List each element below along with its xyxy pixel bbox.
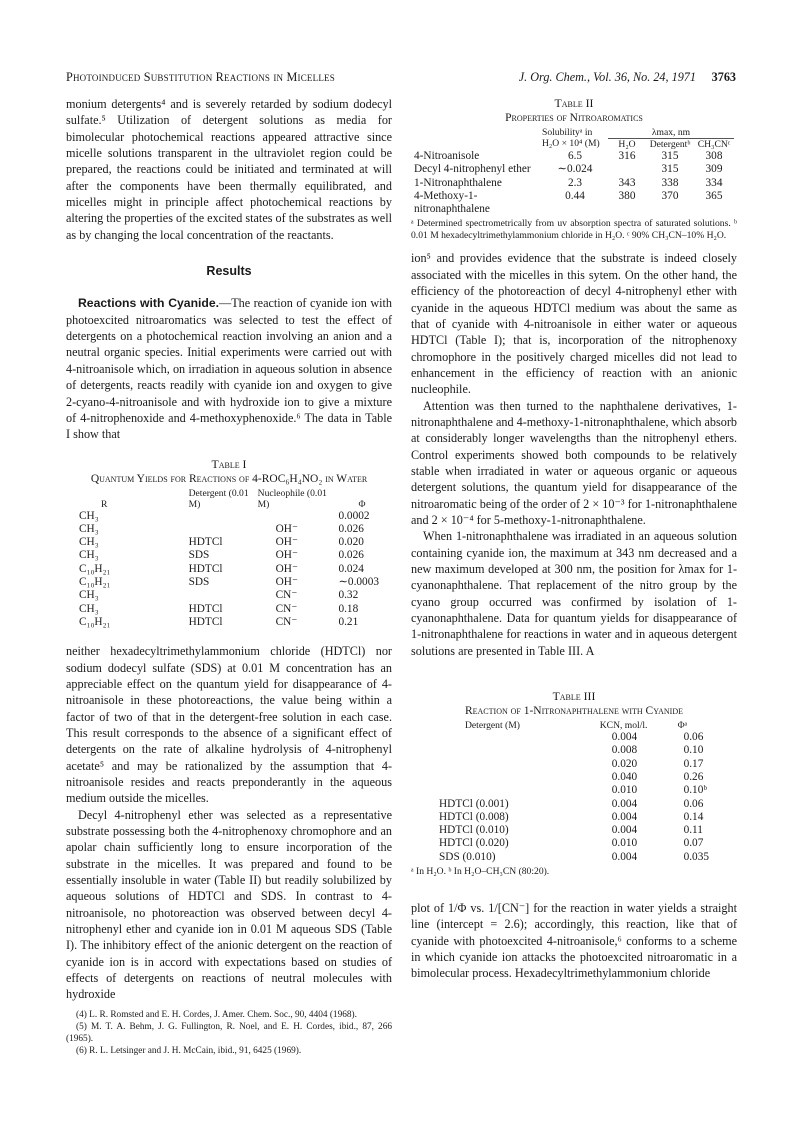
table-row [414,150,734,163]
table-row [439,758,709,771]
table-cell: 0.17 [683,757,704,770]
data-table [439,720,709,864]
table-row [414,177,734,190]
table-note: ᵃ Determined spectrometrically from uv absorption spectra of saturated solutions. ᵇ 0.01 M hexadecyltrimethylammonium chloride in H₂O. ᶜ 90% CH₃CN–10% H₂O. [411,218,737,242]
table-cell: 0.004 [611,797,638,810]
table-cell: OH⁻ [275,576,298,589]
table-row [439,731,709,744]
table-cell: 365 [705,189,723,202]
table-cell: C₁₀H₂₁ [79,562,111,575]
data-table [79,488,379,630]
table-cell: 0.0002 [338,509,370,522]
table-cell: OH⁻ [275,562,298,575]
column-header: Φ [358,498,366,510]
table-cell: 308 [705,150,723,162]
table-cell [439,784,600,797]
table-row [439,837,709,850]
paragraph [66,295,392,442]
table-cell: 0.14 [683,810,704,823]
table-label: Table I [211,456,247,471]
table-cell: HDTCl (0.010) [439,824,509,837]
table-cell: 2.3 [567,176,583,189]
column-header: Detergent (M) [465,720,520,732]
run-in-heading: Reactions with Cyanide. [78,296,220,311]
table-cell: 0.004 [611,824,638,837]
page-number: 3763 [711,70,736,84]
table-cell: HDTCl [188,562,223,575]
table-row [439,811,709,824]
column-header: H₂O [618,139,636,150]
table-2 [411,96,737,242]
column-header: CH₃CNᶜ [697,139,731,150]
table-cell: OH⁻ [275,549,298,562]
paragraph: When 1-nitronaphthalene was irradiated in an aqueous solution containing cyanide ion, the maximum at 343 nm decreased and a new maximum developed at 300 nm, the position for λmax for 1-cyanonaphthalene. That replacement of the nitro group by the cyano group occurred was confirmed by isolation of 1-cyanonaphthalene. Data for quantum yields for disappearance of 1-nitronaphthalene for reactions in water and in aqueous detergent solutions are presented in Table III. A [411,529,737,658]
table-cell [439,771,600,784]
footnote: (4) L. R. Romsted and E. H. Cordes, J. Amer. Chem. Soc., 90, 4404 (1968). [76,1009,357,1020]
table-cell: SDS [188,576,210,589]
table-cell: CN⁻ [275,615,298,628]
column-header: R [101,498,108,510]
table-3 [411,689,737,878]
table-cell: 0.07 [683,837,704,850]
table-row [439,824,709,837]
table-cell [189,523,258,536]
table-cell: 0.026 [338,549,364,562]
table-row [79,576,379,589]
table-cell: SDS [188,549,210,562]
journal-citation: J. Org. Chem., Vol. 36, No. 24, 1971 [518,70,696,84]
table-cell: 309 [705,163,723,176]
table-row [79,589,379,602]
table-row [439,784,709,797]
column-header: Solubilityᵃ in H₂O × 10⁴ (M) [542,127,600,149]
table-title: Reaction of 1-Nitronaphthalene with Cyanide [464,705,684,718]
table-cell: 4-Methoxy-1-nitronaphthalene [414,189,490,216]
column-header: Detergentᵇ [649,139,691,150]
table-title: Properties of Nitroaromatics [505,112,643,124]
table-cell: 338 [661,176,679,189]
table-cell: 0.020 [338,536,364,549]
table-cell: 1-Nitronaphthalene [414,176,502,189]
table-cell: 0.004 [611,810,638,823]
table-cell: HDTCl (0.001) [439,797,509,810]
table-cell: 0.026 [338,522,364,535]
table-cell: CN⁻ [275,589,298,602]
table-cell: 4-Nitroanisole [414,150,480,162]
table-cell: 0.26 [683,770,704,783]
column-header: λmax, nm [608,127,734,139]
table-cell: 0.010 [611,837,638,850]
table-cell: 0.11 [683,824,703,837]
table-cell: SDS (0.010) [439,850,496,863]
paragraph: neither hexadecyltrimethylammonium chloride (HDTCl) nor sodium dodecyl sulfate (SDS) at 0.01 M concentration has an appreciable effect on the quantum yield for disappearance of 4-nitroanisole in these photoreactions, the value being within a factor of two of that in the detergent-free solution in each case. This result corresponds to the absence of a significant effect of detergents on the rate of alkaline hydrolysis of 4-nitrophenyl acetate⁵ and may be rationalized by the assumption that 4-nitroanisole resides and reacts preponderantly in the aqueous medium outside the micelles. [66,644,392,806]
table-cell: 0.18 [338,602,359,615]
table-cell: 0.010 [611,784,638,797]
table-row [439,771,709,784]
table-cell: HDTCl (0.008) [439,810,509,823]
table-cell [608,163,646,176]
paragraph: ion⁵ and provides evidence that the substrate is indeed closely associated with the micelles in this sytem. On the other hand, the efficiency of the photoreaction of decyl 4-nitrophenyl ether with cyanide in the aqueous HDTCl medium was about the same as that of cyanide with 4-nitroanisole in either water or aqueous HDTCl (Table I); that is, incorporation of the nitrophenoxy chromophore in the positively charged micelles did not lead to enhancement in the efficiency of reaction with an anionic nucleophile. [411,251,737,397]
table-cell: 0.06 [683,797,704,810]
section-heading-results: Results [206,264,252,279]
table-row [439,798,709,811]
table-cell: 315 [661,150,679,162]
table-cell: 370 [661,189,679,202]
table-cell: CH₃ [79,536,99,549]
column-header: Detergent (0.01 M) [188,487,249,510]
table-cell [189,589,258,602]
table-cell: 0.024 [338,562,364,575]
table-cell: 0.040 [611,770,638,783]
table-cell: CH₃ [79,602,99,615]
table-cell: 0.21 [338,615,359,628]
table-cell: 0.004 [611,731,638,744]
table-title: Quantum Yields for Reactions of 4-ROC₆H₄NO₂ in Water [90,472,368,485]
table-cell: C₁₀H₂₁ [79,576,111,589]
table-row [79,603,379,616]
table-cell: HDTCl [188,602,223,615]
table-row [439,851,709,864]
table-row [79,510,379,523]
table-cell: 334 [705,176,723,189]
running-title: Photoinduced Substitution Reactions in Micelles [66,70,335,84]
table-cell: CH₃ [79,509,99,522]
paragraph: plot of 1/Φ vs. 1/[CN⁻] for the reaction in water yields a straight line (intercept = 2.6); accordingly, this reaction, like that of cyanide with photoexcited 4-nitroanisole,⁶ conforms to a scheme in which cyanide ion attacks the photoexcited nitroaromatic in a bimolecular process. Hexadecyltrimethylammonium chloride [411,901,737,981]
data-table [414,127,734,216]
paragraph-text: —The reaction of cyanide ion with photoexcited nitroaromatics was selected to test the effect of detergents on a photochemical reaction involving an anion and a neutral organic species. Initial experiments were carried out with 4-nitroanisole which, on irradiation in aqueous solution in absence of detergents, reacts readily with cyanide ion and oxygen to give 2-cyano-4-nitroanisole and with hydroxide ion to give a mixture of 4-nitrophenoxide and 4-methoxyphenoxide.⁶ The data in Table I show that [66,296,393,442]
table-cell: 0.06 [683,731,704,744]
paragraph: Decyl 4-nitrophenyl ether was selected as a representative substrate possessing both the 4-nitrophenoxy chromophore and an apolar chain sufficiently long to ensure incorporation of the substrate in the micelles. It was prepared and found to be essentially insoluble in water (Table II) but readily solubilized by aqueous solutions of HDTCl and SDS. In contrast to 4-nitroanisole, no photoreaction was observed between decyl 4-nitrophenyl ether and cyanide ion in 0.01 M aqueous SDS (Table I). The inhibitory effect of the anionic detergent on the reaction of cyanide ion is in accord with expectations based on studies of effects of detergents on reactions of neutral molecules with hydroxide [66,807,392,1002]
table-cell: ∼0.024 [557,163,593,176]
table-row [79,616,379,629]
table-cell: 0.10ᵇ [683,784,707,797]
table-row [439,744,709,757]
footnote: (6) R. L. Letsinger and J. H. McCain, ibid., 91, 6425 (1969). [76,1045,302,1056]
table-row [79,549,379,562]
table-row [79,563,379,576]
table-label: Table III [552,689,596,704]
column-header: Nucleophile (0.01 M) [257,487,327,510]
table-cell: 315 [661,163,679,176]
table-cell: 0.44 [565,189,585,202]
table-cell: 0.004 [611,850,638,863]
table-cell: 0.035 [683,850,709,863]
table-cell: Decyl 4-nitrophenyl ether [414,163,531,176]
table-1 [66,457,392,630]
table-cell: 316 [618,150,636,162]
footnote: (5) M. T. A. Behm, J. G. Fullington, R. Noel, and E. H. Cordes, ibid., 87, 266 (1965). [66,1021,392,1044]
table-cell: HDTCl [188,615,223,628]
table-cell [439,744,600,757]
paragraph: monium detergents⁴ and is severely retarded by sodium dodecyl sulfate.⁵ Utilization of detergent solutions as media for bimolecular photochemical reactions appeared attractive since micelle solutions transparent in the ultraviolet region could be prepared, the reactions could be initiated and terminated at will after the components have been thermally equilibrated, and micelles might in principle affect photochemical reactions by altering the properties of the excited states of the substrates as well as by changing the local concentration of the reactants. [66,97,392,242]
left-column [66,96,392,1057]
table-cell: 0.10 [683,744,704,757]
table-cell: 343 [618,176,636,189]
table-cell: CH₃ [79,549,99,562]
table-row [79,536,379,549]
table-note: ᵃ In H₂O. ᵇ In H₂O–CH₃CN (80:20). [411,866,550,878]
table-cell: ∼0.0003 [338,576,379,589]
column-header: Φᵃ [677,720,688,732]
table-cell: HDTCl [188,536,223,549]
table-cell [189,510,258,523]
table-cell [439,731,600,744]
table-cell: C₁₀H₂₁ [79,615,111,628]
table-cell [439,758,600,771]
table-cell: 380 [618,189,636,202]
table-row [79,523,379,536]
right-column [411,96,737,982]
footnotes [66,1009,392,1057]
table-cell: CH₃ [79,589,99,602]
table-cell: CN⁻ [275,602,298,615]
table-cell: HDTCl (0.020) [439,837,509,850]
paragraph: Attention was then turned to the naphthalene derivatives, 1-nitronaphthalene and 4-methoxy-1-nitronaphthalene, which absorb at considerably longer wavelengths than the nitrophenyl ethers. Control experiments showed both compounds to be relatively stable when irradiated in water or aqueous organic or aqueous detergent solutions, the quantum yield for disappearance of the nitroaromatic being of the order of 2 × 10⁻³ for 1-nitronaphthalene and 2 × 10⁻⁴ for 5-methoxy-1-nitronaphthalene. [411,398,737,527]
table-cell: 6.5 [567,150,583,162]
table-cell: OH⁻ [275,522,298,535]
table-cell: OH⁻ [275,536,298,549]
table-row [414,163,734,176]
table-cell [258,510,339,523]
table-cell: 0.008 [611,744,638,757]
table-cell: 0.020 [611,757,638,770]
page-header [66,70,736,86]
table-row [414,190,734,217]
table-label: Table II [554,96,594,110]
table-cell: 0.32 [338,589,359,602]
table-cell: CH₃ [79,522,99,535]
column-header: KCN, mol/l. [599,720,648,732]
